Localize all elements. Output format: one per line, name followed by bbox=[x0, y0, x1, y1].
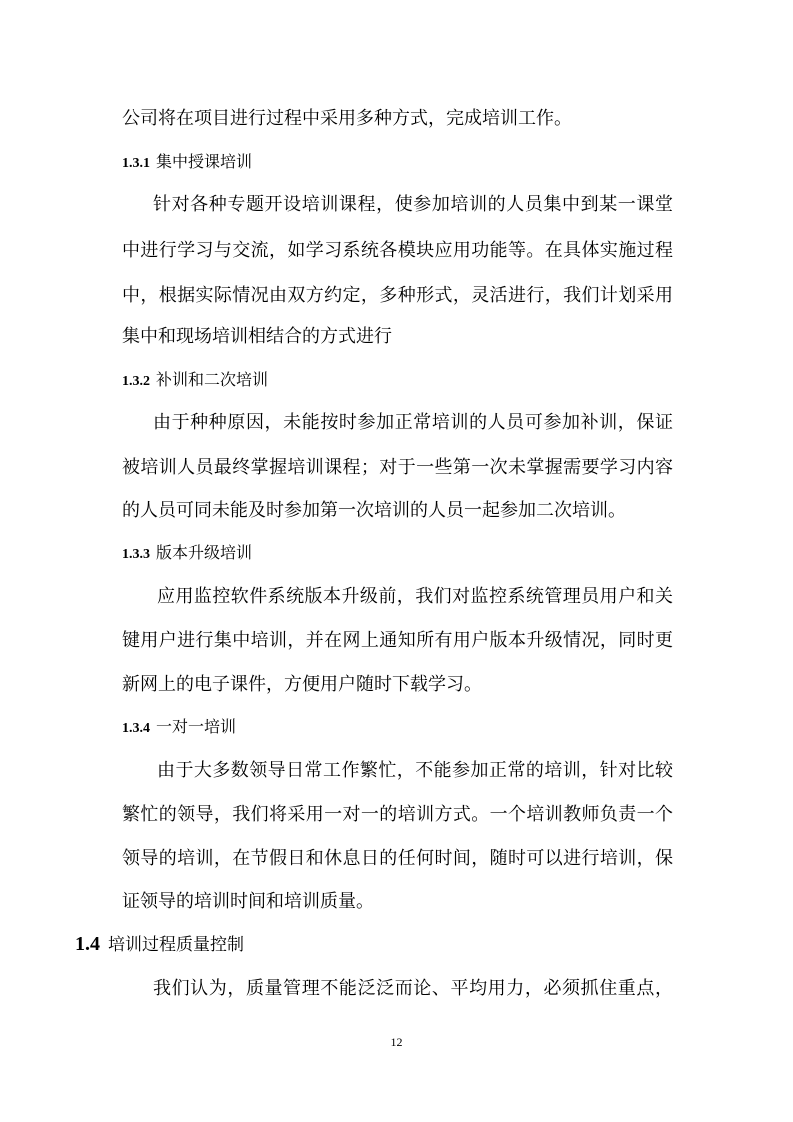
paragraph-line: 繁忙的领导，我们将采用一对一的培训方式。一个培训教师负责一个 bbox=[122, 804, 673, 825]
page-number: 12 bbox=[390, 1035, 403, 1049]
paragraph-line: 键用户进行集中培训，并在网上通知所有用户版本升级情况，同时更 bbox=[122, 630, 673, 651]
paragraph-line: 应用监控软件系统版本升级前，我们对监控系统管理员用户和关 bbox=[157, 586, 673, 607]
heading-1-3-1 bbox=[122, 151, 252, 175]
heading-number: 1.3.1 bbox=[122, 156, 150, 171]
paragraph-line: 证领导的培训时间和培训质量。 bbox=[122, 891, 374, 912]
paragraph-line: 由于大多数领导日常工作繁忙，不能参加正常的培训，针对比较 bbox=[157, 760, 673, 781]
heading-1-3-3 bbox=[122, 542, 252, 566]
heading-title: 版本升级培训 bbox=[156, 543, 253, 562]
heading-number: 1.3.3 bbox=[122, 547, 150, 562]
paragraph-line: 针对各种专题开设培训课程，使参加培训的人员集中到某一课堂 bbox=[153, 194, 673, 215]
paragraph-line: 中，根据实际情况由双方约定，多种形式，灵活进行，我们计划采用 bbox=[122, 285, 673, 306]
heading-title: 培训过程质量控制 bbox=[108, 935, 244, 955]
heading-title: 补训和二次培训 bbox=[156, 370, 269, 389]
paragraph-line: 由于种种原因，未能按时参加正常培训的人员可参加补训，保证 bbox=[153, 412, 673, 433]
paragraph-line: 新网上的电子课件，方便用户随时下载学习。 bbox=[122, 674, 482, 695]
paragraph-line: 被培训人员最终掌握培训课程；对于一些第一次未掌握需要学习内容 bbox=[122, 457, 673, 478]
paragraph-line: 集中和现场培训相结合的方式进行 bbox=[122, 326, 392, 347]
paragraph-line: 的人员可同未能及时参加第一次培训的人员一起参加二次培训。 bbox=[122, 500, 626, 521]
heading-number: 1.4 bbox=[75, 933, 100, 955]
heading-number: 1.3.2 bbox=[122, 374, 150, 389]
heading-1-3-4 bbox=[122, 716, 236, 740]
intro-paragraph: 公司将在项目进行过程中采用多种方式，完成培训工作。 bbox=[122, 108, 572, 129]
paragraph-line: 领导的培训，在节假日和休息日的任何时间，随时可以进行培训，保 bbox=[122, 848, 673, 869]
heading-title: 一对一培训 bbox=[156, 717, 237, 736]
heading-number: 1.3.4 bbox=[122, 721, 150, 736]
heading-title: 集中授课培训 bbox=[156, 152, 253, 171]
paragraph-line: 中进行学习与交流，如学习系统各模块应用功能等。在具体实施过程 bbox=[122, 240, 673, 261]
heading-1-3-2 bbox=[122, 369, 268, 393]
paragraph-line: 我们认为，质量管理不能泛泛而论、平均用力，必须抓住重点， bbox=[153, 978, 673, 999]
heading-1-4 bbox=[75, 931, 244, 958]
